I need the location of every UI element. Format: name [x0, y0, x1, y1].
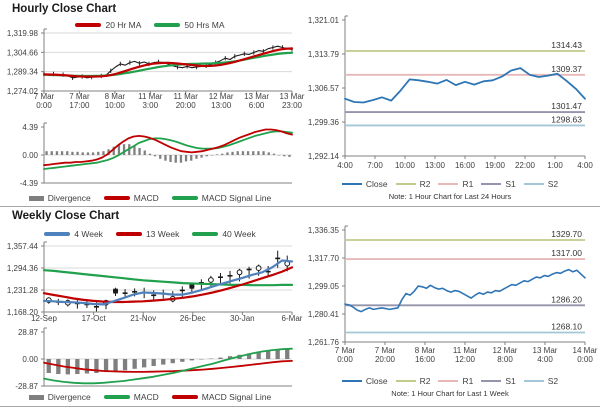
- x-tick-label: 0:00: [36, 101, 52, 110]
- x-tick-label: 6:00: [248, 101, 265, 110]
- legend-swatch-macd: [104, 395, 130, 399]
- legend-label: Close: [365, 376, 388, 386]
- divergence-bar: [47, 359, 51, 373]
- divergence-bar: [92, 152, 94, 155]
- legend-label: 50 Hrs MA: [184, 20, 225, 30]
- x-tick-label: 4:00: [337, 161, 353, 170]
- x-tick-label: 12 Mar: [208, 92, 234, 101]
- legend-swatch-r1: [438, 183, 458, 185]
- legend-item: [104, 193, 159, 203]
- y-tick-label: 0.00: [22, 151, 38, 160]
- legend-label: S2: [547, 179, 559, 189]
- x-tick-label: 21-Nov: [130, 314, 157, 323]
- x-tick-label: 7:00: [367, 161, 383, 170]
- divergence-bar: [180, 155, 182, 163]
- divergence-bar: [180, 359, 184, 362]
- legend-item: [172, 392, 271, 402]
- divergence-bar: [154, 155, 156, 156]
- x-tick-label: 16:00: [414, 355, 436, 364]
- level-label-S1: 1301.47: [551, 101, 582, 112]
- x-tick-label: 14 Mar: [572, 346, 598, 355]
- divergence-bar: [276, 350, 280, 359]
- divergence-bar: [87, 152, 89, 155]
- x-tick-label: 13 Mar: [279, 92, 305, 101]
- x-tick-label: 19:00: [484, 161, 506, 170]
- x-tick-label: 13:00: [424, 161, 446, 170]
- legend-item: [396, 179, 431, 189]
- x-tick-label: 20:00: [175, 101, 196, 110]
- y-tick-label: 1,261.76: [307, 338, 339, 347]
- y-tick-label: 1,289.34: [6, 67, 38, 77]
- divergence-bar: [85, 359, 89, 374]
- divergence-bar: [164, 155, 166, 161]
- x-tick-label: 23:00: [281, 101, 303, 110]
- divergence-bar: [144, 151, 146, 156]
- legend-item: [524, 179, 558, 189]
- legend-item: [172, 193, 271, 203]
- legend-swatch-close: [342, 380, 362, 382]
- legend-label: MACD: [133, 392, 159, 402]
- y-tick-label: 28.87: [17, 328, 38, 337]
- divergence-bar: [97, 152, 99, 155]
- divergence-bar: [211, 155, 213, 156]
- y-tick-label: 1,274.02: [6, 87, 38, 96]
- legend-swatch-close: [342, 183, 362, 185]
- y-tick-label: 1,294.36: [6, 264, 38, 273]
- legend-item: [192, 229, 255, 239]
- legend-swatch-macd-signal-line: [172, 395, 198, 399]
- ma40-line: [44, 270, 292, 285]
- legend-label: R1: [462, 376, 474, 386]
- divergence-bar: [56, 151, 58, 155]
- level-label-S2: 1268.10: [551, 321, 582, 332]
- ohlc-marker-circle: [237, 270, 242, 275]
- divergence-bar: [231, 152, 233, 155]
- legend-swatch-40-week: [192, 232, 218, 236]
- x-tick-label: 11 Mar: [173, 92, 198, 101]
- x-tick-label: 0:00: [577, 355, 593, 364]
- legend-item: [116, 229, 179, 239]
- divergence-bar: [221, 154, 223, 155]
- y-tick-label: 1,280.41: [307, 309, 339, 319]
- x-tick-label: 11 Mar: [138, 92, 163, 101]
- x-tick-label: 30-Jan: [230, 314, 255, 323]
- legend-label: MACD Signal Line: [201, 193, 272, 203]
- legend-label: S1: [505, 179, 516, 189]
- divergence-bar: [285, 349, 289, 359]
- divergence-bar: [133, 359, 137, 369]
- intraday-1w-chart: [300, 222, 600, 374]
- intraday-24h-note: Note: 1 Hour Chart for Last 24 Hours: [388, 192, 512, 201]
- legend-item: [342, 179, 388, 189]
- divergence-bar: [66, 151, 68, 155]
- x-tick-label: 3:00: [142, 101, 159, 110]
- x-tick-label: 17:00: [69, 101, 90, 110]
- divergence-bar: [266, 351, 270, 359]
- signal-line: [44, 361, 292, 372]
- legend-label: Close: [365, 179, 388, 189]
- signal-line: [44, 131, 292, 169]
- x-tick-label: 12-Sep: [31, 314, 57, 323]
- close-line: [345, 68, 585, 102]
- x-tick-label: 26-Dec: [179, 314, 206, 323]
- divergence-bar: [288, 155, 290, 157]
- divergence-bar: [45, 151, 47, 155]
- y-tick-label: 1,299.05: [307, 282, 339, 292]
- x-tick-label: 13:00: [211, 101, 232, 110]
- x-tick-label: 4:00: [577, 161, 593, 170]
- x-tick-label: 1:00: [547, 161, 563, 170]
- ohlc-marker-square: [113, 289, 118, 294]
- legend-label: S1: [505, 376, 516, 386]
- y-tick-label: 1,168.20: [6, 308, 38, 317]
- divergence-bar: [278, 155, 280, 156]
- legend-swatch-divergence: [29, 395, 44, 400]
- divergence-bar: [138, 148, 140, 155]
- y-tick-label: 1,304.66: [6, 48, 38, 58]
- divergence-bar: [268, 152, 270, 155]
- level-label-R1: 1317.00: [551, 248, 582, 259]
- divergence-bar: [152, 359, 156, 366]
- legend-label: Divergence: [47, 392, 91, 402]
- y-tick-label: 1,357.44: [6, 242, 38, 251]
- legend-swatch-divergence: [29, 196, 44, 201]
- x-tick-label: 12:00: [454, 355, 476, 364]
- y-tick-label: 4.39: [22, 123, 38, 132]
- divergence-bar: [283, 155, 285, 156]
- hourly-macd-legend: [0, 193, 300, 203]
- legend-label: 20 Hr MA: [105, 20, 142, 30]
- divergence-bar: [195, 155, 197, 159]
- legend-swatch-macd-signal-line: [172, 196, 198, 200]
- macd-line: [44, 349, 292, 384]
- x-tick-label: 13 Mar: [532, 346, 558, 355]
- divergence-bar: [75, 359, 79, 374]
- y-tick-label: 1,299.36: [307, 117, 339, 127]
- legend-label: S2: [547, 376, 559, 386]
- ohlc-marker-circle: [209, 278, 214, 283]
- x-tick-label: 6-Mar: [281, 314, 303, 323]
- intraday-1w-legend: [300, 376, 600, 386]
- intraday-24h-chart: [300, 8, 600, 178]
- legend-swatch-4-week: [44, 232, 70, 236]
- divergence-bar: [190, 155, 192, 161]
- section-divider: [0, 206, 600, 207]
- legend-swatch-13-week: [116, 232, 142, 236]
- y-tick-label: 0.00: [22, 355, 38, 364]
- divergence-bar: [242, 151, 244, 155]
- weekly-macd-chart: [0, 328, 300, 392]
- divergence-bar: [273, 154, 275, 155]
- y-tick-label: 1,319.98: [6, 29, 38, 38]
- weekly-chart-title: Weekly Close Chart: [12, 210, 120, 222]
- divergence-bar: [76, 152, 78, 155]
- legend-swatch-s2: [524, 380, 544, 382]
- level-label-R1: 1309.37: [551, 63, 582, 74]
- legend-swatch-r2: [396, 380, 416, 382]
- x-tick-label: 10:00: [394, 161, 416, 170]
- divergence-bar: [159, 155, 161, 159]
- legend-swatch-s1: [481, 380, 501, 382]
- legend-item: [44, 229, 103, 239]
- y-tick-label: -4.39: [19, 179, 38, 188]
- y-tick-label: 1,317.70: [307, 254, 339, 264]
- divergence-bar: [71, 152, 73, 155]
- y-tick-label: 1,292.14: [307, 152, 339, 161]
- y-tick-label: 1,231.28: [6, 286, 38, 295]
- y-tick-label: 1,313.79: [307, 50, 339, 60]
- divergence-bar: [247, 151, 249, 155]
- divergence-bar: [51, 151, 53, 155]
- ohlc-marker-circle: [256, 266, 261, 271]
- hourly-chart-title: Hourly Close Chart: [12, 3, 117, 15]
- divergence-bar: [175, 155, 177, 163]
- divergence-bar: [209, 359, 213, 360]
- y-tick-label: 1,336.35: [307, 226, 339, 235]
- legend-swatch-r2: [396, 183, 416, 185]
- legend-item: [29, 392, 91, 402]
- divergence-bar: [199, 359, 203, 360]
- divergence-bar: [257, 151, 259, 155]
- divergence-bar: [142, 359, 146, 367]
- divergence-bar: [262, 151, 264, 155]
- level-label-R2: 1314.43: [551, 39, 582, 50]
- weekly-price-chart: [0, 240, 303, 328]
- legend-item: [104, 392, 159, 402]
- level-label-R2: 1329.70: [551, 228, 582, 239]
- divergence-bar: [61, 151, 63, 155]
- divergence-bar: [123, 144, 125, 155]
- legend-swatch-r1: [438, 380, 458, 382]
- y-tick-label: 1,321.01: [307, 16, 339, 25]
- legend-item: [396, 376, 431, 386]
- x-tick-label: 7 Mar: [334, 346, 356, 355]
- hourly-price-chart: [0, 18, 305, 118]
- legend-item: [524, 376, 558, 386]
- divergence-bar: [216, 154, 218, 155]
- divergence-bar: [82, 152, 84, 155]
- x-tick-label: 16:00: [454, 161, 476, 170]
- x-tick-label: 8 Mar: [104, 92, 126, 101]
- intraday-1w-note: Note: 1 Hour Chart for Last 1 Week: [391, 389, 509, 398]
- divergence-bar: [200, 155, 202, 158]
- legend-label: MACD Signal Line: [201, 392, 272, 402]
- legend-label: 40 Week: [222, 229, 256, 239]
- x-tick-label: 4:00: [537, 355, 553, 364]
- legend-label: Divergence: [47, 193, 91, 203]
- divergence-bar: [113, 359, 117, 371]
- legend-label: 13 Week: [145, 229, 180, 239]
- legend-item: [481, 179, 515, 189]
- x-tick-label: 22:00: [514, 161, 536, 170]
- legend-swatch-s1: [481, 183, 501, 185]
- x-tick-label: 10:00: [104, 101, 125, 110]
- legend-swatch-s2: [524, 183, 544, 185]
- x-tick-label: 8 Mar: [414, 346, 436, 355]
- level-label-S1: 1286.20: [551, 294, 582, 305]
- intraday-24h-legend: [300, 179, 600, 189]
- divergence-bar: [104, 359, 108, 372]
- y-tick-label: 1,306.57: [307, 84, 339, 94]
- divergence-bar: [149, 154, 151, 155]
- divergence-bar: [123, 359, 127, 370]
- x-tick-label: 7 Mar: [69, 92, 90, 101]
- divergence-bar: [252, 151, 254, 155]
- macd-line: [44, 130, 292, 166]
- divergence-bar: [190, 359, 194, 360]
- weekly-macd-legend: [0, 392, 300, 402]
- weekly-price-legend: [0, 229, 300, 239]
- divergence-bar: [171, 359, 175, 363]
- level-label-S2: 1298.63: [551, 114, 582, 125]
- x-tick-label: 17-Oct: [81, 314, 106, 323]
- legend-item: [438, 376, 473, 386]
- divergence-bar: [218, 358, 222, 359]
- legend-item: [481, 376, 515, 386]
- x-tick-label: 7 Mar: [33, 92, 55, 101]
- divergence-bar: [206, 155, 208, 156]
- divergence-bar: [237, 151, 239, 155]
- legend-item: [29, 193, 91, 203]
- divergence-bar: [102, 151, 104, 155]
- legend-label: R2: [419, 376, 431, 386]
- hourly-macd-chart: [0, 120, 300, 192]
- x-tick-label: 12 Mar: [492, 346, 518, 355]
- x-tick-label: 0:00: [337, 355, 353, 364]
- x-tick-label: 20:00: [374, 355, 396, 364]
- divergence-bar: [226, 152, 228, 155]
- divergence-bar: [161, 359, 165, 365]
- x-tick-label: 7 Mar: [374, 346, 396, 355]
- legend-label: MACD: [133, 193, 159, 203]
- legend-label: R2: [419, 179, 431, 189]
- x-tick-label: 8:00: [497, 355, 513, 364]
- x-tick-label: 13 Mar: [244, 92, 270, 101]
- divergence-bar: [169, 155, 171, 162]
- bottom-divider: [0, 406, 600, 407]
- legend-swatch-macd: [104, 196, 130, 200]
- legend-label: R1: [462, 179, 474, 189]
- legend-item: [342, 376, 388, 386]
- y-tick-label: -28.87: [15, 382, 38, 391]
- x-tick-label: 11 Mar: [452, 346, 478, 355]
- legend-item: [438, 179, 473, 189]
- legend-label: 4 Week: [74, 229, 103, 239]
- divergence-bar: [185, 155, 187, 161]
